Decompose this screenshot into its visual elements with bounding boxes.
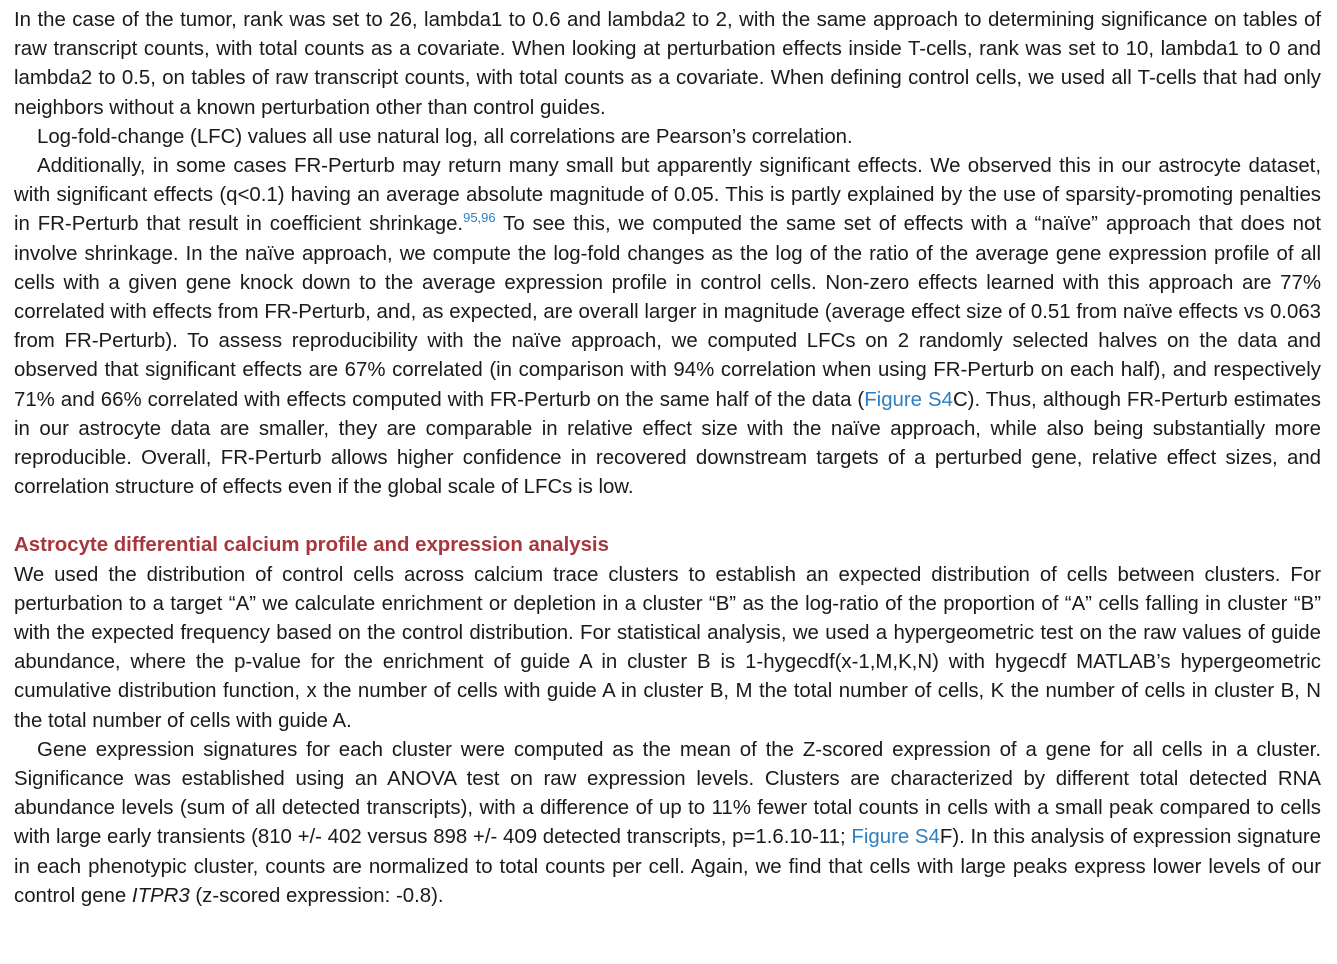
figure-s4f-link[interactable]: Figure S4 xyxy=(851,826,940,849)
section-spacer xyxy=(14,502,1321,531)
paragraph-text: Additionally, in some cases FR-Perturb may return many small but apparently significant effects. We observed this in our astrocyte dataset, with significant effects (q<0.1) having an average absolute magnitude of 0.05. This is partly explained by the use of sparsity-promoting penalties in FR-Perturb that result in coefficient shrinkage. xyxy=(14,155,1321,236)
document-page xyxy=(14,6,1321,911)
gene-name: ITPR3 xyxy=(131,884,190,907)
paragraph-text: In the case of the tumor, rank was set to 26, lambda1 to 0.6 and lambda2 to 2, with the same approach to determining significance on tables of raw transcript counts, with total counts as a covariate. When looking at perturbation effects inside T-cells, rank was set to 10, lambda1 to 0 and lambda2 to 0.5, on tables of raw transcript counts, with total counts as a covariate. When defining control cells, we used all T-cells that had only neighbors without a known perturbation other than control guides. xyxy=(14,9,1321,119)
paragraph-expression-signatures xyxy=(14,736,1321,911)
paragraph-calcium-distribution xyxy=(14,561,1321,736)
paragraph-lfc-definition xyxy=(14,123,1321,152)
paragraph-naive-approach xyxy=(14,152,1321,502)
section-heading: Astrocyte differential calcium profile and expression analysis xyxy=(14,534,609,557)
paragraph-tumor-parameters xyxy=(14,6,1321,123)
paragraph-text: (z-scored expression: -0.8). xyxy=(189,884,444,907)
paragraph-text: To see this, we computed the same set of effects with a “naïve” approach that does not involve shrinkage. In the naïve approach, we compute the log-fold changes as the log of the ratio of the average gene expression profile of all cells with a given gene knock down to the average expression profile in control cells. Non-zero effects learned with this approach are 77% correlated with effects from FR-Perturb, and, as expected, are overall larger in magnitude (average effect size of 0.51 from naïve effects vs 0.063 from FR-Perturb). To assess reproducibility with the naïve approach, we computed LFCs on 2 randomly selected halves on the data and observed that significant effects are 67% correlated (in comparison with 94% correlation when using FR-Perturb on each half), and respectively 71% and 66% correlated with effects computed with FR-Perturb on the same half of the data ( xyxy=(14,213,1321,411)
paragraph-text: We used the distribution of control cells across calcium trace clusters to establish an expected distribution of cells between clusters. For perturbation to a target “A” we calculate enrichment or depletion in a cluster “B” as the log-ratio of the proportion of “A” cells falling in cluster “B” with the expected frequency based on the control distribution. For statistical analysis, we used a hypergeometric test on the raw values of guide abundance, where the p-value for the enrichment of guide A in cluster B is 1-hygecdf(x-1,M,K,N) with hygecdf MATLAB’s hypergeometric cumulative distribution function, x the number of cells with guide A in cluster B, M the total number of cells, K the number of cells in cluster B, N the total number of cells with guide A. xyxy=(14,563,1321,732)
paragraph-text: Gene expression signatures for each cluster were computed as the mean of the Z-scored expression of a gene for all cells in a cluster. Significance was established using an ANOVA test on raw expression levels. Clusters are characterized by different total detected RNA abundance levels (sum of all detected transcripts), with a difference of up to 11% fewer total counts in cells with a small peak compared to cells with large early transients (810 +/- 402 versus 898 +/- 409 detected transcripts, p=1.6.10-11; xyxy=(14,738,1321,849)
paragraph-text: Log-fold-change (LFC) values all use natural log, all correlations are Pearson’s correlation. xyxy=(37,125,853,148)
figure-s4c-link[interactable]: Figure S4 xyxy=(864,388,953,411)
paragraph-text: C). Thus, although FR-Perturb estimates in our astrocyte data are smaller, they are comparable in relative effect size with the naïve approach, while also being substantially more reproducible. Overall, FR-Perturb allows higher confidence in recovered downstream targets of a perturbed gene, relative effect sizes, and correlation structure of effects even if the global scale of LFCs is low. xyxy=(14,388,1322,499)
paragraph-text: F). In this analysis of expression signature in each phenotypic cluster, counts are normalized to total counts per cell. Again, we find that cells with large peaks express lower levels of our control gene xyxy=(14,826,1321,907)
citation-reference-link[interactable]: 95,96 xyxy=(463,210,496,226)
